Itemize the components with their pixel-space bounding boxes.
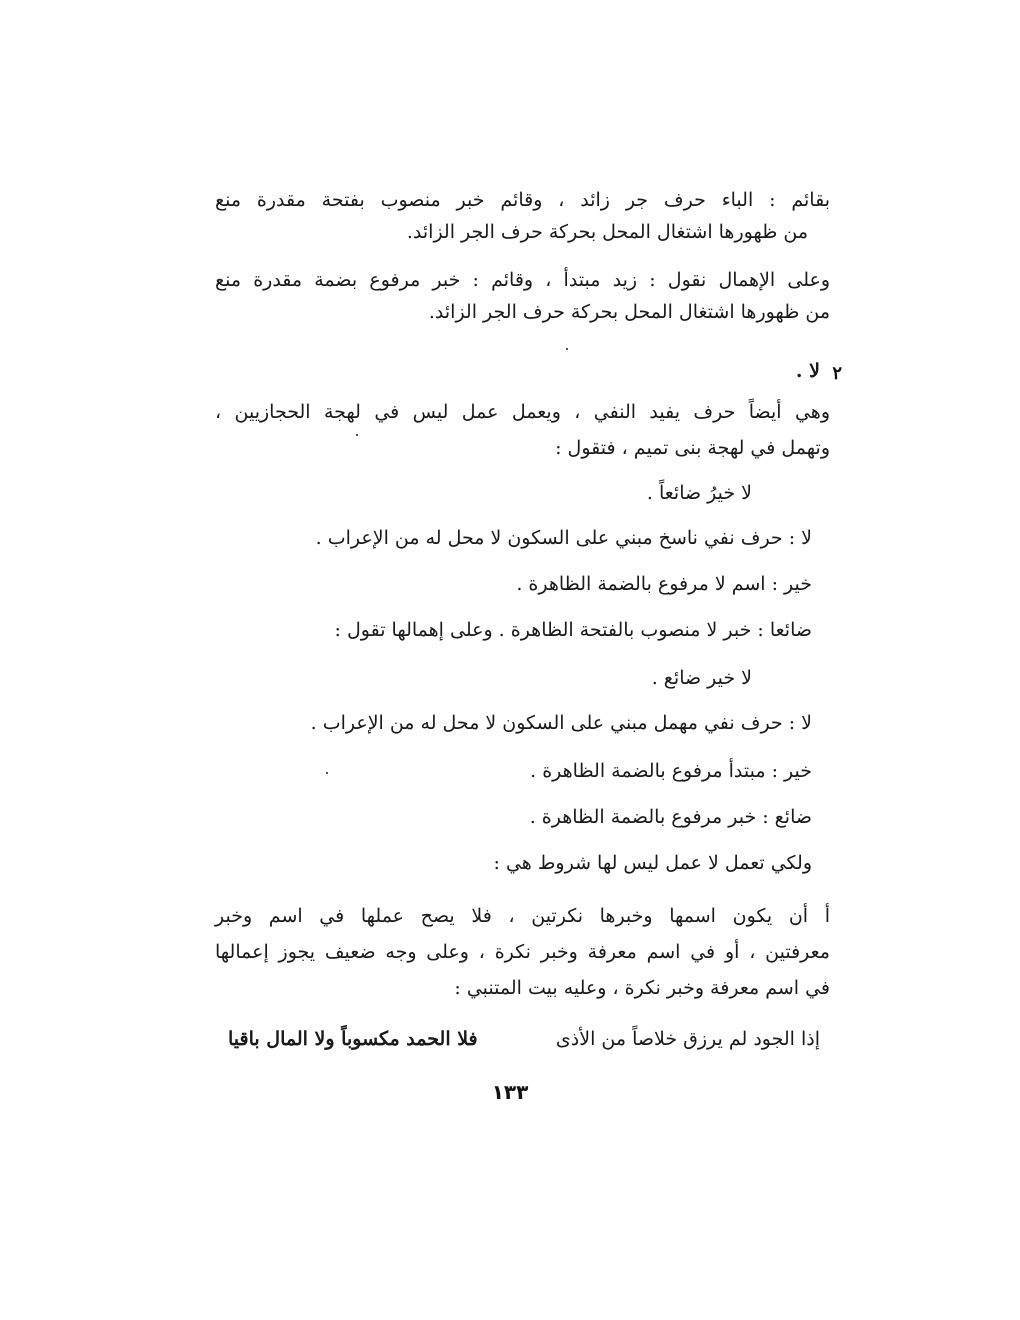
text-line: بقائم : الباء حرف جر زائد ، وقائم خبر منصوب بفتحة مقدرة منع <box>215 189 830 211</box>
section-number: ٢ <box>832 363 842 384</box>
text-line: من ظهورها اشتغال المحل بحركة حرف الجر الزائد. <box>428 301 830 323</box>
parsing-line: لا : حرف نفي مهمل مبني على السكون لا محل له من الإعراب . <box>310 712 812 734</box>
parsing-line: خير : مبتدأ مرفوع بالضمة الظاهرة . <box>530 760 812 782</box>
parsing-line: ضائع : خبر مرفوع بالضمة الظاهرة . <box>529 806 812 828</box>
parsing-line: خير : اسم لا مرفوع بالضمة الظاهرة . <box>516 573 812 595</box>
example-sentence: لا خير ضائع . <box>651 667 752 689</box>
parsing-line: لا : حرف نفي ناسخ مبني على السكون لا محل له من الإعراب . <box>315 527 812 549</box>
page-number: ١٣٣ <box>491 1080 529 1104</box>
scan-speck <box>356 434 358 436</box>
example-sentence: لا خيرُ ضائعاً . <box>646 482 752 504</box>
scan-speck <box>566 348 568 350</box>
text-line: معرفتين ، أو في اسم معرفة وخبر نكرة ، وعلى وجه ضعيف يجوز إعمالها <box>215 941 830 963</box>
text-line: وعلى الإهمال نقول : زيد مبتدأ ، وقائم : خبر مرفوع بضمة مقدرة منع <box>215 269 830 291</box>
scan-speck <box>326 772 328 774</box>
verse-first-hemistich: إذا الجود لم يرزق خلاصاً من الأذى <box>555 1028 820 1050</box>
parsing-line: ضائعا : خبر لا منصوب بالفتحة الظاهرة . وعلى إهمالها تقول : <box>334 619 812 641</box>
text-line: أ أن يكون اسمها وخبرها نكرتين ، فلا يصح عملها في اسم وخبر <box>215 905 830 927</box>
parsing-line: ولكي تعمل لا عمل ليس لها شروط هي : <box>493 852 812 874</box>
text-line: وتهمل في لهجة بنى تميم ، فتقول : <box>555 437 830 459</box>
verse-second-hemistich: فلا الحمد مكسوباً ولا المال باقيا <box>228 1028 478 1050</box>
text-line: من ظهورها اشتغال المحل بحركة حرف الجر الزائد. <box>406 221 808 243</box>
section-title: لا . <box>795 360 820 382</box>
text-line: وهي أيضاً حرف يفيد النفي ، ويعمل عمل ليس في لهجة الحجازيين ، <box>215 401 830 423</box>
text-line: في اسم معرفة وخبر نكرة ، وعليه بيت المتنبي : <box>454 977 830 999</box>
